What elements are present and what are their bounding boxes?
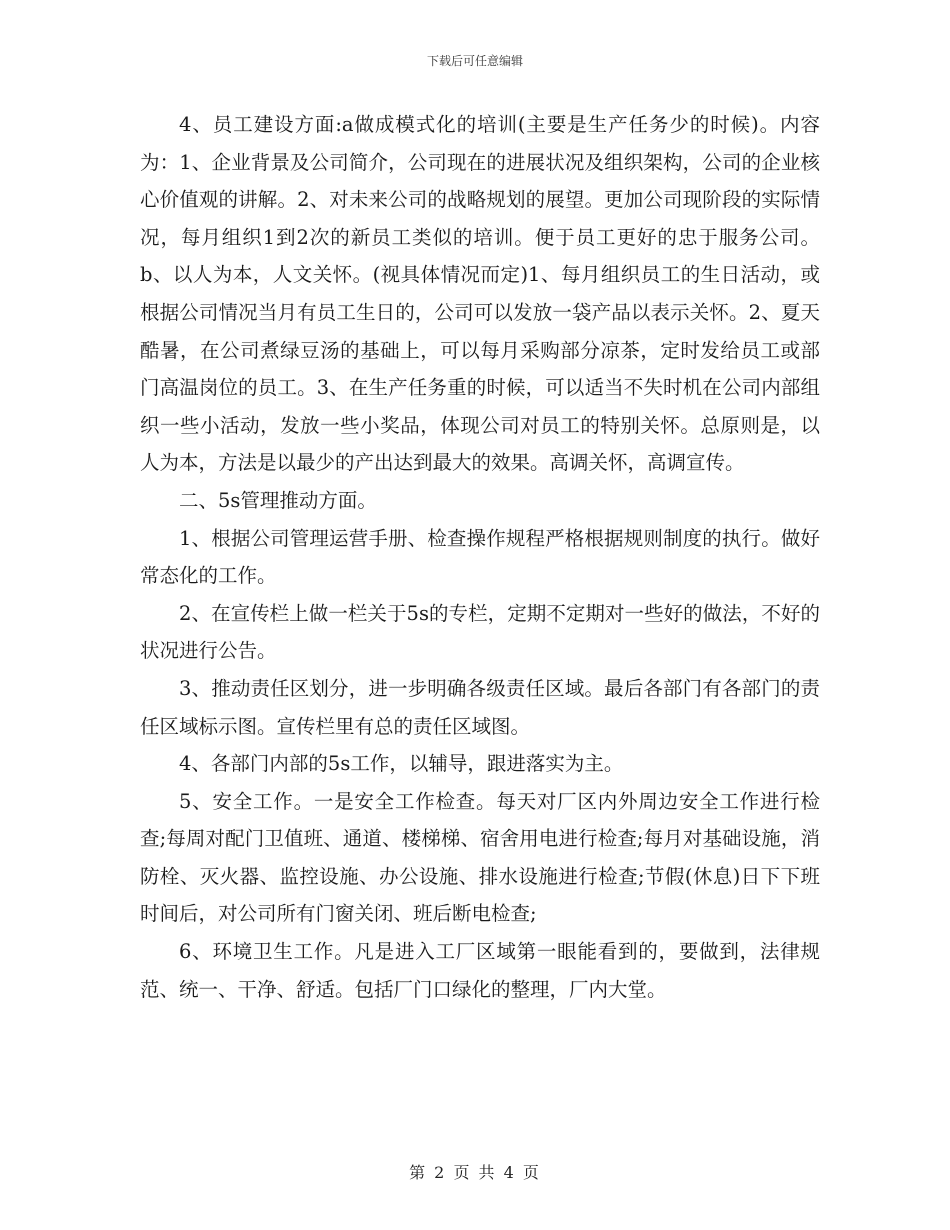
paragraph-5s-item-2: 2、在宣传栏上做一栏关于5s的专栏，定期不定期对一些好的做法，不好的状况进行公告。 [140, 601, 820, 663]
paragraph-5s-item-1: 1、根据公司管理运营手册、检查操作规程严格根据规则制度的执行。做好常态化的工作。 [140, 526, 820, 588]
page-number-footer: 第 2 页 共 4 页 [409, 1163, 541, 1182]
paragraph-5s-item-4: 4、各部门内部的5s工作，以辅导，跟进落实为主。 [179, 752, 624, 776]
paragraph-safety-work: 5、安全工作。一是安全工作检查。每天对厂区内外周边安全工作进行检查;每周对配门卫值班、通道、楼梯梯、宿舍用电进行检查;每月对基础设施，消防栓、灭火器、监控设施、办公设施、排水设施进行检查;节假(休息)日下下班时间后，对公司所有门窗关闭、班后断电检查; [140, 789, 820, 926]
paragraph-environment-hygiene: 6、环境卫生工作。凡是进入工厂区域第一眼能看到的，要做到，法律规范、统一、干净、舒适。包括厂门口绿化的整理，厂内大堂。 [140, 940, 820, 1001]
page-header-note: 下载后可任意编辑 [426, 54, 523, 68]
paragraph-5s-item-3: 3、推动责任区划分，进一步明确各级责任区域。最后各部门有各部门的责任区域标示图。宣传栏里有总的责任区域图。 [140, 676, 820, 738]
document-body [140, 106, 820, 1008]
paragraph-5s-heading: 二、5s管理推动方面。 [179, 488, 377, 512]
paragraph-employee-building: 4、员工建设方面:a做成模式化的培训(主要是生产任务少的时候)。内容为：1、企业背景及公司简介，公司现在的进展状况及组织架构，公司的企业核心价值观的讲解。2、对未来公司的战略规划的展望。更加公司现阶段的实际情况，每月组织1到2次的新员工类似的培训。便于员工更好的忠于服务公司。b、以人为本，人文关怀。(视具体情况而定)1、每月组织员工的生日活动，或根据公司情况当月有员工生日的，公司可以发放一袋产品以表示关怀。2、夏天酷暑，在公司煮绿豆汤的基础上，可以每月采购部分凉茶，定时发给员工或部门高温岗位的员工。3、在生产任务重的时候，可以适当不失时机在公司内部组织一些小活动，发放一些小奖品，体现公司对员工的特别关怀。总原则是，以人为本，方法是以最少的产出达到最大的效果。高调关怀，高调宣传。 [140, 113, 820, 475]
